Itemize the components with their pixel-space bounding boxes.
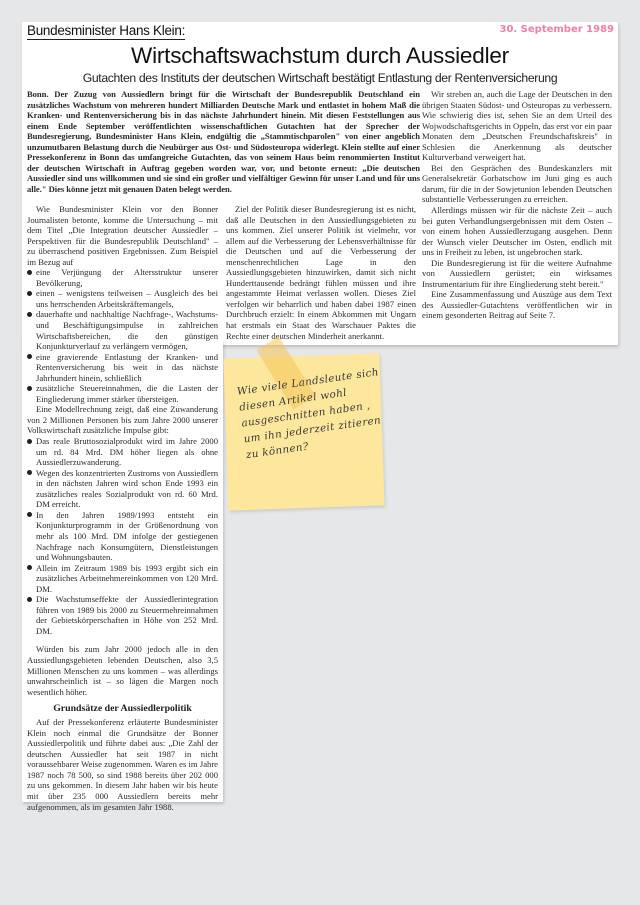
- date-stamp: 30. September 1989: [499, 24, 614, 35]
- subheadline: Gutachten des Instituts der deutschen Wirtschaft bestätigt Entlastung der Rentenversicherung: [82, 71, 558, 85]
- intro-paragraph: Wie Bundesminister Klein vor den Bonner Journalisten betonte, komme die Untersuchung – mit dem Titel „Die Integration deutscher Aussiedler – Perspektiven für die Bundesrepublik Deutschland" – zu überraschend positiven Ergebnissen. Zum Beispiel im Bezug auf: [27, 204, 218, 267]
- sticky-note-text: Wie viele Landsleute sich diesen Artikel wohl ausgeschnitten haben , um ihn jederzeit zitieren zu können?: [236, 366, 382, 462]
- list-item-text: zusätzliche Steuereinnahmen, die die Lasten der Eingliederung immer stärker übersteigen.: [36, 383, 218, 404]
- left-column: [27, 204, 218, 812]
- list-item-text: In den Jahren 1989/1993 entsteht ein Konjunkturprogramm in der Größenordnung von mehr als 100 Mrd. DM infolge der gestiegenen Nachfrage nach Konsumgütern, Dienstleistungen und Wohnungsbauten.: [36, 509, 218, 563]
- list-item-text: Das reale Bruttosozialprodukt wird im Jahre 2000 um rd. 84 Mrd. DM höher liegen als ohne Aussiedlerzuwanderung.: [36, 436, 218, 468]
- bullet-icon: [27, 386, 32, 391]
- list-item: [27, 563, 218, 595]
- middle-column: [226, 204, 416, 341]
- list-item: [27, 352, 218, 384]
- list-item-text: einen – wenigstens teilweisen – Ausgleich des bei uns herrschenden Arbeitskräftemangels,: [36, 288, 218, 309]
- section-paragraph: Auf der Pressekonferenz erläuterte Bundesminister Klein noch einmal die Grundsätze der Bonner Aussiedlerpolitik und führte dabei aus: „Die Zahl der deutschen Aussiedler hat seit 1987 in nicht voraussehbarer Weise zugenommen. Waren es im Jahre 1987 noch 78 500, so sind 1988 bereits über 202 000 zu uns gekommen. In diesem Jahr haben wir bis heute mit über 235 000 Aussiedlern bereits mehr aufgenommen, als im gesamten Jahr 1988.: [27, 717, 218, 812]
- right-paragraph: Allerdings müssen wir für die nächste Zeit – auch bei guten Verhandlungsergebnissen mit dem Osten – von einem hohen Aussiedlerzugang ausgehen. Denn der Wunsch vieler Deutscher im Osten, endlich mit uns in Freiheit zu leben, ist ungebrochen stark.: [422, 205, 612, 258]
- list-item-text: dauerhafte und nachhaltige Nachfrage-, Wachstums- und Beschäftigungsimpulse in zahlreichen Wirtschaftsbereichen, die den günstigen Konjunkturverlauf zu verlängern vermögen,: [36, 309, 218, 352]
- list-item: [27, 510, 218, 563]
- list-item: [27, 267, 218, 288]
- right-paragraph: Bei den Gesprächen des Bundeskanzlers mit Generalsekretär Gorbatschow im Juni ging es auch darum, für die in der Sowjetunion lebenden Deutschen substantielle Verbesserungen zu erreichen.: [422, 162, 612, 205]
- list-item-text: eine Verjüngung der Altersstruktur unserer Bevölkerung,: [36, 267, 218, 288]
- bullet-icon: [27, 270, 32, 275]
- bullet-icon: [27, 312, 32, 317]
- list-item: [27, 383, 218, 404]
- spacer: [27, 636, 218, 644]
- right-paragraph: Eine Zusammenfassung und Auszüge aus dem Text des Aussiedler-Gutachtens veröffentlichen wir in einem gesonderten Beitrag auf Seite 7.: [422, 289, 612, 321]
- bullet-icon: [27, 597, 32, 602]
- model-paragraph: Eine Modellrechnung zeigt, daß eine Zuwanderung von 2 Millionen Personen bis zum Jahre 2000 unserer Volkswirtschaft zusätzliche Impulse gibt:: [27, 404, 218, 436]
- bullet-icon: [27, 291, 32, 296]
- list-item-text: Allein im Zeitraum 1989 bis 1993 ergibt sich ein zusätzliches Arbeitnehmereinkommen von 120 Mrd. DM.: [36, 562, 218, 594]
- list-item: [27, 594, 218, 636]
- list-item: [27, 468, 218, 510]
- model-results-list: [27, 436, 218, 636]
- list-item-text: Wegen des konzentrierten Zustroms von Aussiedlern in den nächsten Jahren wird schon Ende 1993 ein zusätzliches reales Sozialprodukt von rd. 60 Mrd. DM erreicht.: [36, 467, 218, 510]
- middle-paragraph: Ziel der Politik dieser Bundesregierung ist es nicht, daß alle Deutschen in den Aussiedlungsgebieten zu uns kommen. Ziel unserer Politik ist vielmehr, vor allem auf die Verbesserung der Lebensverhältnisse für die Deutschen und auf die Verbesserung der menschenrechtlichen Lage in den Aussiedlungsgebieten hinzuwirken, damit sich nicht Hunderttausende bedrängt fühlen müssen und ihre angestammte Heimat verlassen wollen. Dieses Ziel verfolgen wir beharrlich und haben dabei 1987 einen Durchbruch erzielt: In einem Abkommen mit Ungarn hat erstmals ein Staat des Warschauer Paktes die Rechte einer deutschen Minderheit anerkannt.: [226, 204, 416, 341]
- benefits-list: [27, 267, 218, 404]
- bullet-icon: [27, 565, 32, 570]
- bullet-icon: [27, 354, 32, 359]
- section-heading: Grundsätze der Aussiedlerpolitik: [53, 703, 192, 715]
- right-paragraph: Wir streben an, auch die Lage der Deutschen in den übrigen Staaten Südost- und Osteuropas zu verbessern. Wie schwierig dies ist, sehen Sie an dem Urteil des Wojwodschaftsgerichts in Oppeln, das erst vor ein paar Monaten dem „Deutschen Freundschaftskreis" in Schlesien die Anerkennung als deutscher Kulturverband verweigert hat.: [422, 89, 612, 163]
- headline: Wirtschaftswachstum durch Aussiedler: [131, 43, 509, 68]
- margins-paragraph: Würden bis zum Jahr 2000 jedoch alle in den Aussiedlungsgebieten lebenden Deutschen, also 3,5 Millionen Menschen zu uns kommen – was allerdings unwahrscheinlich ist – so lägen die Margen noch wesentlich höher.: [27, 644, 218, 697]
- right-column: [422, 89, 612, 321]
- bullet-icon: [27, 470, 32, 475]
- kicker: Bundesminister Hans Klein:: [27, 23, 186, 38]
- list-item: [27, 309, 218, 351]
- right-paragraph: Die Bundesregierung ist für die weitere Aufnahme von Aussiedlern gerüstet; ein wirksames Instrumentarium für ihre Eingliederung steht bereit.": [422, 257, 612, 289]
- lead-paragraph: Bonn. Der Zuzug von Aussiedlern bringt für die Wirtschaft der Bundesrepublik Deutschland ein zusätzliches Wachstum von mehreren hundert Milliarden Deutsche Mark und entlastet in hohem Maß die Kranken- und Rentenversicherung bis in das nächste Jahrhundert hinein. Mit diesen Feststellungen aus einem Ende September veröffentlichten wissenschaftlichen Gutachten hat der Sprecher der Bundesregierung, Bundesminister Hans Klein, endgültig die „Stammtischparolen" von einer angeblich unzumutbaren Belastung durch die Neubürger aus Ost- und Südosteuropa widerlegt. Klein stellte auf einer Pressekonferenz in Bonn das umfangreiche Gutachten, das von seinem Haus beim renommierten Institut der deutschen Wirtschaft in Auftrag gegeben worden war, vor, und betonte erneut: „Die deutschen Aussiedler sind uns willkommen und sie sind ein großer und vielfältiger Gewinn für unser Land und für uns alle." Dies könne jetzt mit genauen Daten belegt werden.: [27, 89, 420, 194]
- list-item-text: eine gravierende Entlastung der Kranken- und Rentenversicherung bis weit in das nächste Jahrhundert hinein, schließlich: [36, 351, 218, 383]
- list-item-text: Die Wachstumseffekte der Aussiedlerintegration führen von 1989 bis 2000 zu Steuermehreinnahmen der Gebietskörperschaften in Höhe von 252 Mrd. DM.: [36, 594, 218, 636]
- bullet-icon: [27, 439, 32, 444]
- list-item: [27, 436, 218, 468]
- list-item: [27, 288, 218, 309]
- bullet-icon: [27, 512, 32, 517]
